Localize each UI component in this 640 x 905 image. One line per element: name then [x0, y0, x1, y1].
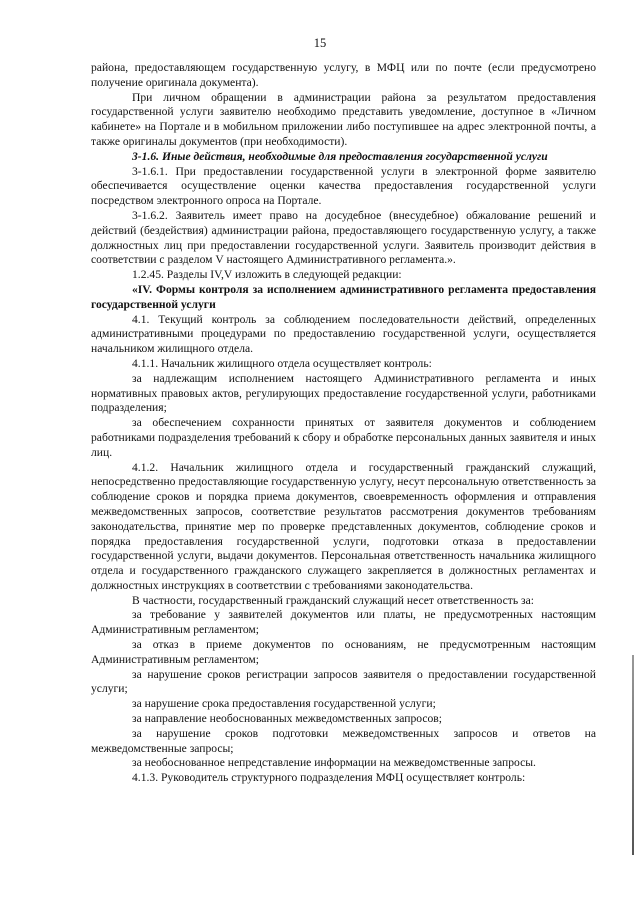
list-item: за нарушение срока предоставления государственной услуги;: [132, 697, 436, 711]
paragraph-4-1-1: 4.1.1. Начальник жилищного отдела осуществляет контроль:: [132, 356, 432, 370]
list-item: за необоснованное непредставление информации на межведомственные запросы.: [132, 756, 536, 770]
document-body: [91, 61, 596, 786]
page-number: 15: [313, 36, 327, 50]
paragraph-personal-visit: При личном обращении в администрации района за результатом предоставления государственной услуги заявителю необходимо представить уведомление, доступное в «Личном кабинете» на Портале и в мобильном приложении либо поступившее на адрес электронной почты, а также оригиналы документов (при необходимости).: [91, 90, 596, 148]
paragraph-4-1: 4.1. Текущий контроль за соблюдением последовательности действий, определенных административными процедурами по предоставлению государственной услуги, осуществляется начальником жилищного отдела.: [91, 312, 596, 356]
paragraph-1-2-45: 1.2.45. Разделы IV,V изложить в следующей редакции:: [132, 268, 402, 282]
paragraph-4-1-3: 4.1.3. Руководитель структурного подразделения МФЦ осуществляет контроль:: [132, 771, 526, 785]
list-item: за нарушение сроков подготовки межведомственных запросов и ответов на межведомственные запросы;: [91, 726, 596, 755]
paragraph-3-1-6-1: 3-1.6.1. При предоставлении государственной услуги в электронной форме заявителю обеспечивается осуществление оценки качества предоставления государственной услуги посредством электронного опроса на Портале.: [91, 164, 596, 208]
paragraph-continuation: района, предоставляющем государственную услугу, в МФЦ или по почте (если предусмотрено получение оригинала документа).: [91, 61, 596, 89]
paragraph-4-1-2: 4.1.2. Начальник жилищного отдела и государственный гражданский служащий, непосредственно предоставляющие государственную услугу, несут персональную ответственность за соблюдение сроков и порядка приема документов, своевременность оформления и отправления межведомственных запросов, соответствие результатов рассмотрения документов требованиям законодательства, принятие мер по проверке представленных документов, соблюдение сроков и порядка предоставления государственной услуги, подготовки отказа в предоставлении государственной услуги, выдачи документов. Персональная ответственность начальника жилищного отдела и государственного гражданского служащего закрепляется в должностных регламентах и должностных инструкциях в соответствии с требованиями законодательства.: [91, 460, 596, 592]
section-heading-3-1-6: 3-1.6. Иные действия, необходимые для предоставления государственной услуги: [132, 149, 548, 163]
list-item: за отказ в приеме документов по основаниям, не предусмотренным настоящим Административным регламентом;: [91, 638, 596, 666]
list-item: за надлежащим исполнением настоящего Административного регламента и иных нормативных правовых актов, регулирующих предоставление государственной услуги, работниками подразделения;: [91, 371, 596, 415]
list-item: за нарушение сроков регистрации запросов заявителя о предоставлении государственной услуги;: [91, 667, 596, 696]
list-item: за обеспечением сохранности принятых от заявителя документов и соблюдением работниками подразделения требований к сбору и обработке персональных данных заявителя и иных лиц.: [91, 416, 596, 459]
section-heading-iv: «IV. Формы контроля за исполнением административного регламента предоставления государственной услуги: [91, 282, 596, 311]
scan-edge-mark: [632, 655, 634, 855]
paragraph-3-1-6-2: 3-1.6.2. Заявитель имеет право на досудебное (внесудебное) обжалование решений и действий (бездействия) администрации района, предоставляющего государственную услугу, а также должностных лиц при предоставлении государственной услуги. Заявитель производит действия в соответствии с разделом V настоящего Административного регламента.».: [91, 208, 596, 267]
list-item: за направление необоснованных межведомственных запросов;: [132, 712, 442, 726]
list-item: за требование у заявителей документов или платы, не предусмотренных настоящим Административным регламентом;: [91, 608, 596, 637]
paragraph-responsibility-intro: В частности, государственный гражданский служащий несет ответственность за:: [132, 593, 534, 607]
